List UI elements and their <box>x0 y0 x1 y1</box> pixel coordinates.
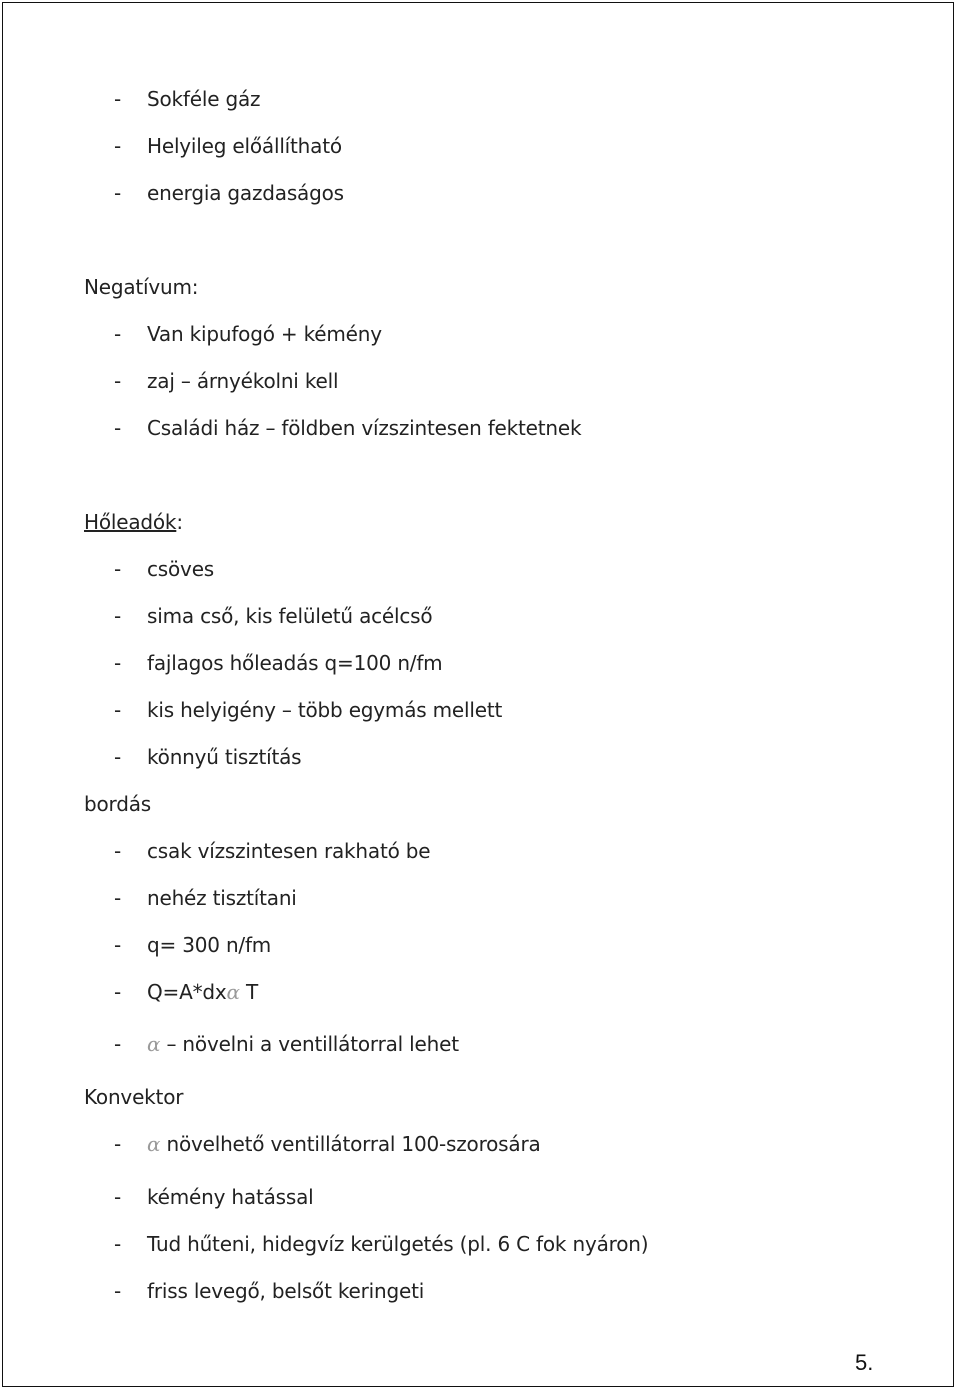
page-number: 5. <box>855 1350 874 1375</box>
heading-underlined: Hőleadók <box>84 510 177 534</box>
page-border <box>2 2 954 1387</box>
alpha-symbol: α <box>226 980 240 1004</box>
alpha-symbol: α <box>147 1132 161 1156</box>
alpha-symbol: α <box>147 1032 161 1056</box>
